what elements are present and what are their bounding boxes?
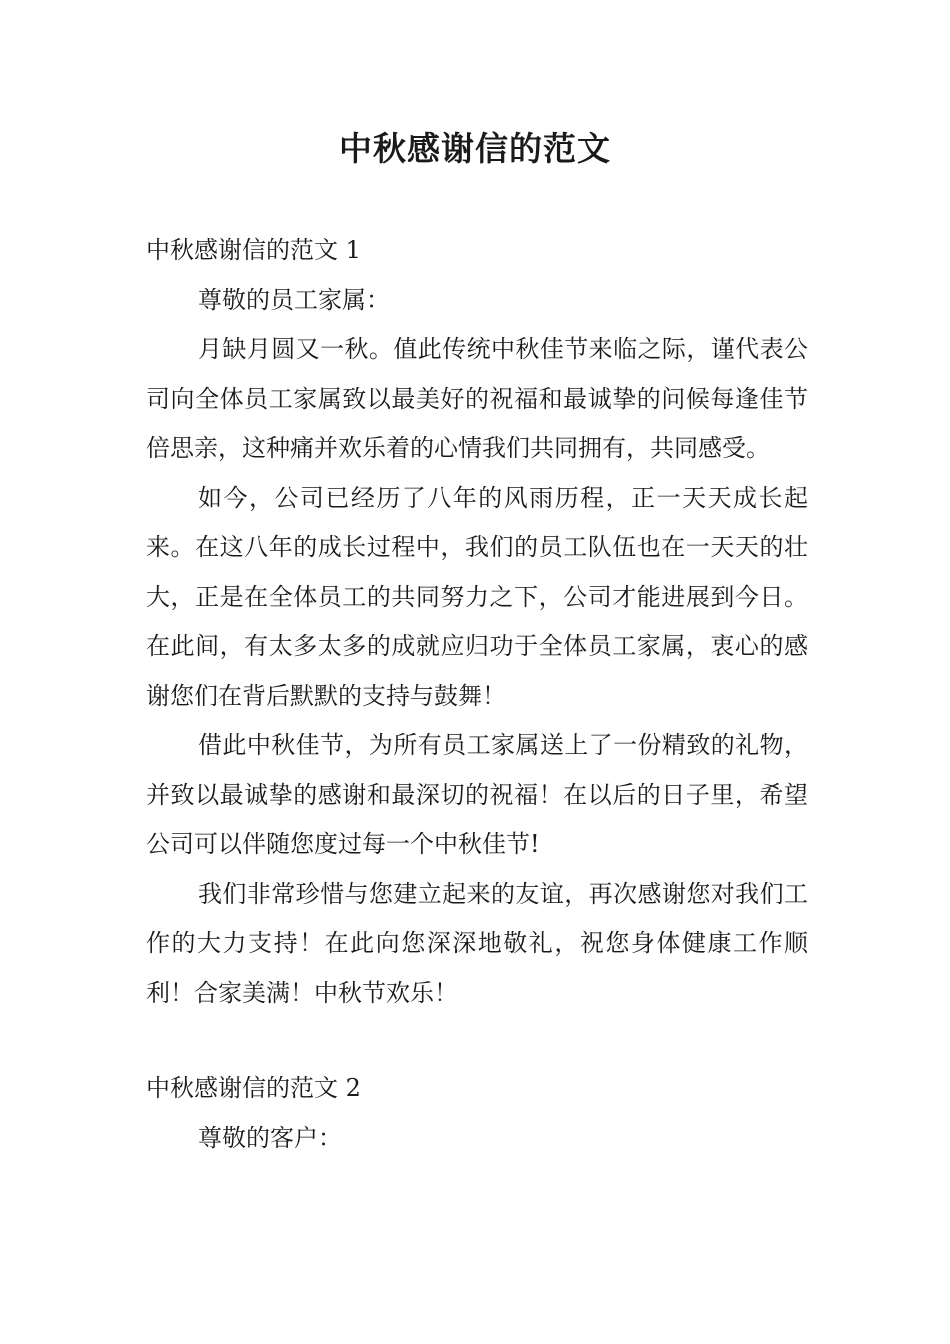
paragraph-1-3: 借此中秋佳节，为所有员工家属送上了一份精致的礼物，并致以最诚挚的感谢和最深切的祝福！在以后的日子里，希望公司可以伴随您度过每一个中秋佳节! [146,731,808,858]
document-body [146,226,808,1163]
document-title: 中秋感谢信的范文 [339,129,611,168]
paragraph-1-1: 月缺月圆又一秋。值此传统中秋佳节来临之际，谨代表公司向全体员工家属致以最美好的祝福和最诚挚的问候每逢佳节倍思亲，这种痛并欢乐着的心情我们共同拥有，共同感受。 [146,335,808,462]
salutation-1: 尊敬的员工家属： [198,285,390,314]
section-heading-2: 中秋感谢信的范文 2 [146,1074,361,1102]
paragraph-1-2: 如今，公司已经历了八年的风雨历程，正一天天成长起来。在这八年的成长过程中，我们的员工队伍也在一天天的壮大，正是在全体员工的共同努力之下，公司才能进展到今日。在此间，有太多太多的成就应归功于全体员工家属，衷心的感谢您们在背后默默的支持与鼓舞！ [146,483,808,710]
salutation-2: 尊敬的客户： [198,1123,342,1152]
paragraph-1-4: 我们非常珍惜与您建立起来的友谊，再次感谢您对我们工作的大力支持！在此向您深深地敬礼，祝您身体健康工作顺利！合家美满！中秋节欢乐！ [146,879,808,1007]
section-spacer [146,1018,808,1064]
section-heading-1: 中秋感谢信的范文 1 [146,236,361,264]
